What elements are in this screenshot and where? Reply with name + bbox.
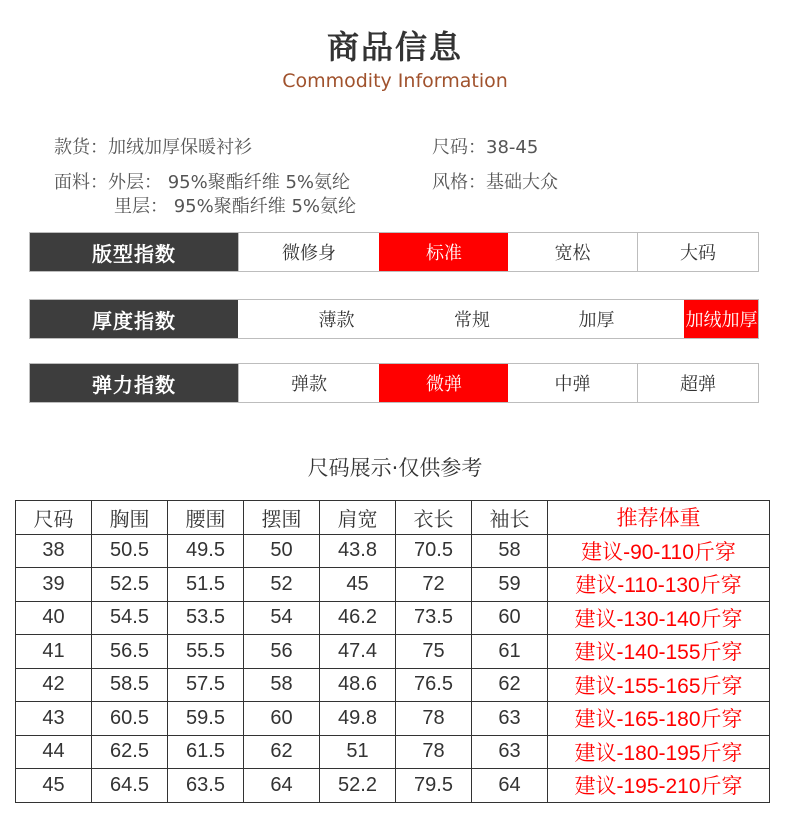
- cell-length: 78: [396, 735, 472, 769]
- page-subtitle: Commodity Information: [282, 70, 508, 92]
- cell-hem: 56: [244, 635, 320, 669]
- cell-chest: 60.5: [92, 702, 168, 736]
- cell-weight: 建议-90-110斤穿: [548, 534, 770, 568]
- cell-size: 43: [16, 702, 92, 736]
- cell-chest: 58.5: [92, 668, 168, 702]
- cell-shoulder: 47.4: [320, 635, 396, 669]
- cell-size: 39: [16, 568, 92, 602]
- info-item: [54, 133, 252, 159]
- cell-length: 75: [396, 635, 472, 669]
- cell-hem: 62: [244, 735, 320, 769]
- table-header-row: [16, 501, 770, 535]
- fabric-outer: 外层： 95%聚酯纤维 5%氨纶: [108, 172, 351, 193]
- cell-weight: 建议-140-155斤穿: [548, 635, 770, 669]
- cell-hem: 58: [244, 668, 320, 702]
- cell-weight: 建议-110-130斤穿: [548, 568, 770, 602]
- header-size: 尺码: [16, 501, 92, 535]
- thickness-option-thick: 加厚: [578, 310, 615, 331]
- info-size: [432, 133, 538, 159]
- cell-hem: 60: [244, 702, 320, 736]
- cell-chest: 54.5: [92, 601, 168, 635]
- cell-shoulder: 45: [320, 568, 396, 602]
- info-fabric: [54, 168, 350, 194]
- fit-option-slim: 微修身: [238, 233, 379, 271]
- cell-sleeve: 63: [472, 702, 548, 736]
- thickness-option-regular: 常规: [454, 310, 490, 331]
- elasticity-index-row: [29, 363, 759, 403]
- fit-option-standard: 标准: [379, 233, 508, 271]
- cell-length: 70.5: [396, 534, 472, 568]
- cell-waist: 53.5: [168, 601, 244, 635]
- table-row: [16, 668, 770, 702]
- item-value: 加绒加厚保暖衬衫: [108, 137, 252, 158]
- size-label: 尺码：: [432, 137, 486, 158]
- cell-chest: 62.5: [92, 735, 168, 769]
- cell-shoulder: 48.6: [320, 668, 396, 702]
- elasticity-option-super: 超弹: [637, 364, 758, 402]
- cell-shoulder: 46.2: [320, 601, 396, 635]
- cell-weight: 建议-130-140斤穿: [548, 601, 770, 635]
- table-row: [16, 534, 770, 568]
- cell-waist: 63.5: [168, 769, 244, 803]
- cell-chest: 52.5: [92, 568, 168, 602]
- cell-size: 45: [16, 769, 92, 803]
- elasticity-option-stretch: 弹款: [238, 364, 379, 402]
- cell-weight: 建议-165-180斤穿: [548, 702, 770, 736]
- table-row: [16, 568, 770, 602]
- cell-waist: 49.5: [168, 534, 244, 568]
- cell-sleeve: 64: [472, 769, 548, 803]
- cell-length: 76.5: [396, 668, 472, 702]
- cell-weight: 建议-195-210斤穿: [548, 769, 770, 803]
- elasticity-option-slight: 微弹: [379, 364, 508, 402]
- cell-length: 79.5: [396, 769, 472, 803]
- fit-index-label: 版型指数: [30, 233, 238, 271]
- cell-waist: 55.5: [168, 635, 244, 669]
- cell-shoulder: 43.8: [320, 534, 396, 568]
- elasticity-index-label: 弹力指数: [30, 364, 238, 402]
- cell-weight: 建议-180-195斤穿: [548, 735, 770, 769]
- table-row: [16, 702, 770, 736]
- fit-index-row: [29, 232, 759, 272]
- header-chest: 胸围: [92, 501, 168, 535]
- cell-size: 38: [16, 534, 92, 568]
- cell-weight: 建议-155-165斤穿: [548, 668, 770, 702]
- table-row: [16, 769, 770, 803]
- cell-size: 41: [16, 635, 92, 669]
- cell-waist: 61.5: [168, 735, 244, 769]
- cell-shoulder: 49.8: [320, 702, 396, 736]
- thickness-index-label: 厚度指数: [30, 300, 238, 338]
- cell-hem: 64: [244, 769, 320, 803]
- cell-waist: 51.5: [168, 568, 244, 602]
- page-title: 商品信息: [326, 28, 463, 66]
- cell-sleeve: 59: [472, 568, 548, 602]
- cell-chest: 56.5: [92, 635, 168, 669]
- fabric-label: 面料：: [54, 172, 108, 193]
- thickness-index-row: [29, 299, 759, 339]
- cell-sleeve: 60: [472, 601, 548, 635]
- item-label: 款货：: [54, 137, 108, 158]
- cell-length: 73.5: [396, 601, 472, 635]
- size-value: 38-45: [486, 137, 539, 158]
- fabric-inner: 里层： 95%聚酯纤维 5%氨纶: [114, 196, 357, 217]
- cell-waist: 57.5: [168, 668, 244, 702]
- cell-sleeve: 63: [472, 735, 548, 769]
- cell-hem: 50: [244, 534, 320, 568]
- cell-chest: 64.5: [92, 769, 168, 803]
- cell-hem: 52: [244, 568, 320, 602]
- thickness-option-fleece: 加绒加厚: [684, 300, 758, 338]
- header-length: 衣长: [396, 501, 472, 535]
- cell-shoulder: 52.2: [320, 769, 396, 803]
- cell-length: 72: [396, 568, 472, 602]
- cell-length: 78: [396, 702, 472, 736]
- header-shoulder: 肩宽: [320, 501, 396, 535]
- style-label: 风格：: [432, 172, 486, 193]
- header-weight: 推荐体重: [548, 501, 770, 535]
- cell-waist: 59.5: [168, 702, 244, 736]
- cell-sleeve: 58: [472, 534, 548, 568]
- cell-size: 40: [16, 601, 92, 635]
- table-row: [16, 735, 770, 769]
- cell-sleeve: 61: [472, 635, 548, 669]
- elasticity-option-medium: 中弹: [554, 374, 591, 395]
- cell-shoulder: 51: [320, 735, 396, 769]
- thickness-option-thin: 薄款: [318, 310, 355, 331]
- info-fabric-inner: [114, 192, 356, 218]
- table-row: [16, 601, 770, 635]
- fit-option-loose: 宽松: [554, 243, 591, 264]
- size-chart-table: [15, 500, 770, 803]
- cell-chest: 50.5: [92, 534, 168, 568]
- cell-hem: 54: [244, 601, 320, 635]
- info-style: [432, 168, 558, 194]
- table-row: [16, 635, 770, 669]
- cell-sleeve: 62: [472, 668, 548, 702]
- cell-size: 44: [16, 735, 92, 769]
- fit-option-plus: 大码: [637, 233, 758, 271]
- cell-size: 42: [16, 668, 92, 702]
- header-hem: 摆围: [244, 501, 320, 535]
- style-value: 基础大众: [486, 172, 558, 193]
- header-sleeve: 袖长: [472, 501, 548, 535]
- size-chart-title: 尺码展示·仅供参考: [307, 456, 483, 480]
- header-waist: 腰围: [168, 501, 244, 535]
